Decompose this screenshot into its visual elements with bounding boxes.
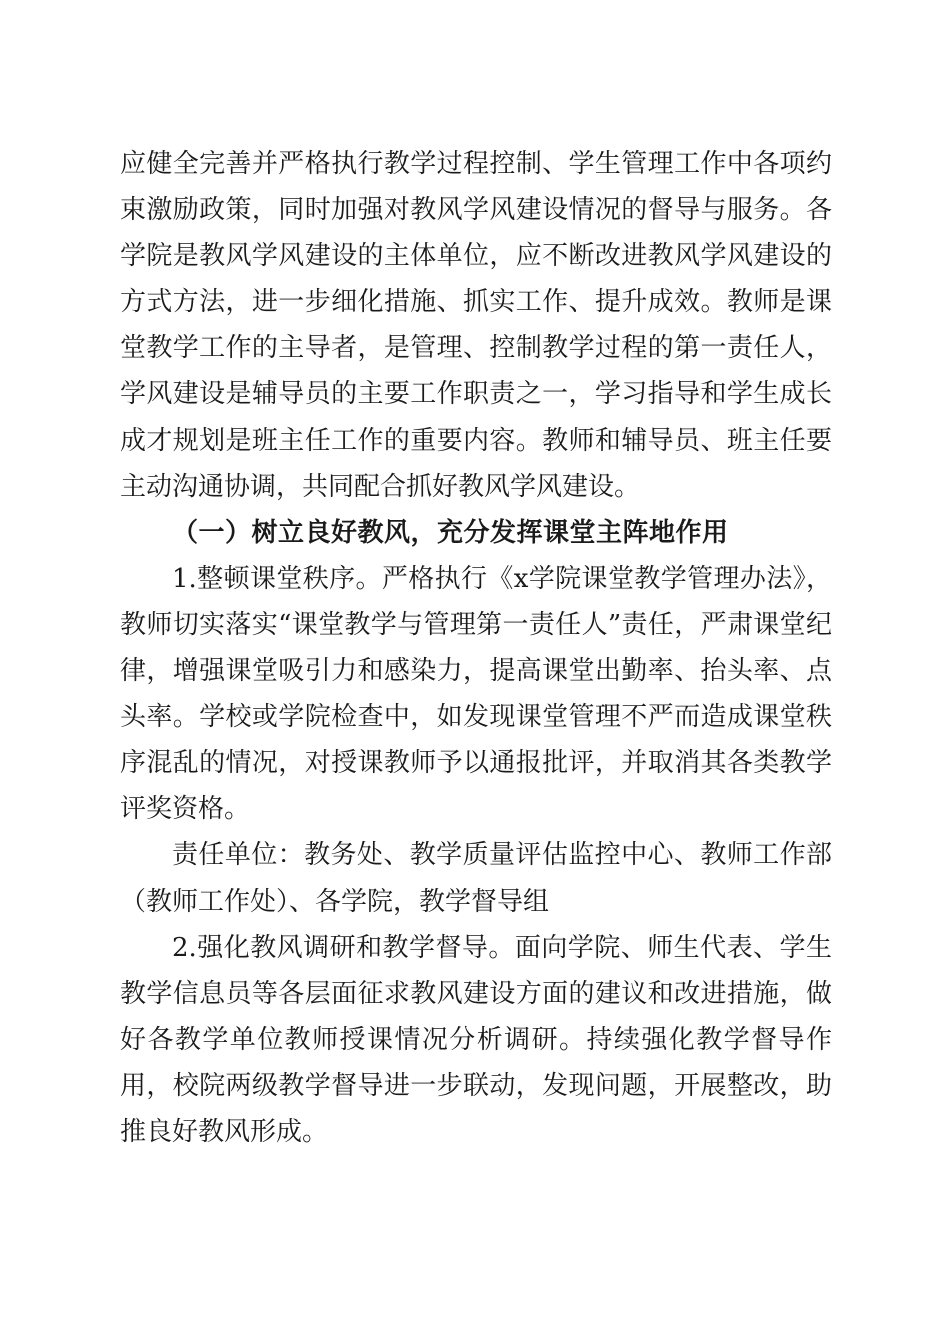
section-heading: （一）树立良好教风，充分发挥课堂主阵地作用 xyxy=(172,517,729,548)
item-paragraph-1: 1.整顿课堂秩序。严格执行《x学院课堂教学管理办法》，教师切实落实“课堂教学与管理第一责任人”责任，严肃课堂纪律，增强课堂吸引力和感染力，提高课堂出勤率、抬头率、点头率。学校或学院检查中，如发现课堂管理不严而造成课堂秩序混乱的情况，对授课教师予以通报批评，并取消其各类教学评奖资格。 xyxy=(120,563,832,825)
responsibility-paragraph: 责任单位：教务处、教学质量评估监控中心、教师工作部（教师工作处）、各学院，教学督导组 xyxy=(120,840,832,917)
intro-paragraph: 应健全完善并严格执行教学过程控制、学生管理工作中各项约束激励政策，同时加强对教风学风建设情况的督导与服务。各学院是教风学风建设的主体单位，应不断改进教风学风建设的方式方法，进一步细化措施、抓实工作、提升成效。教师是课堂教学工作的主导者，是管理、控制教学过程的第一责任人，学风建设是辅导员的主要工作职责之一，学习指导和学生成长成才规划是班主任工作的重要内容。教师和辅导员、班主任要主动沟通协调，共同配合抓好教风学风建设。 xyxy=(120,149,832,502)
item-paragraph-2: 2.强化教风调研和教学督导。面向学院、师生代表、学生教学信息员等各层面征求教风建设方面的建议和改进措施，做好各教学单位教师授课情况分析调研。持续强化教学督导作用，校院两级教学督导进一步联动，发现问题，开展整改，助推良好教风形成。 xyxy=(120,932,832,1147)
document-body xyxy=(120,141,832,1155)
